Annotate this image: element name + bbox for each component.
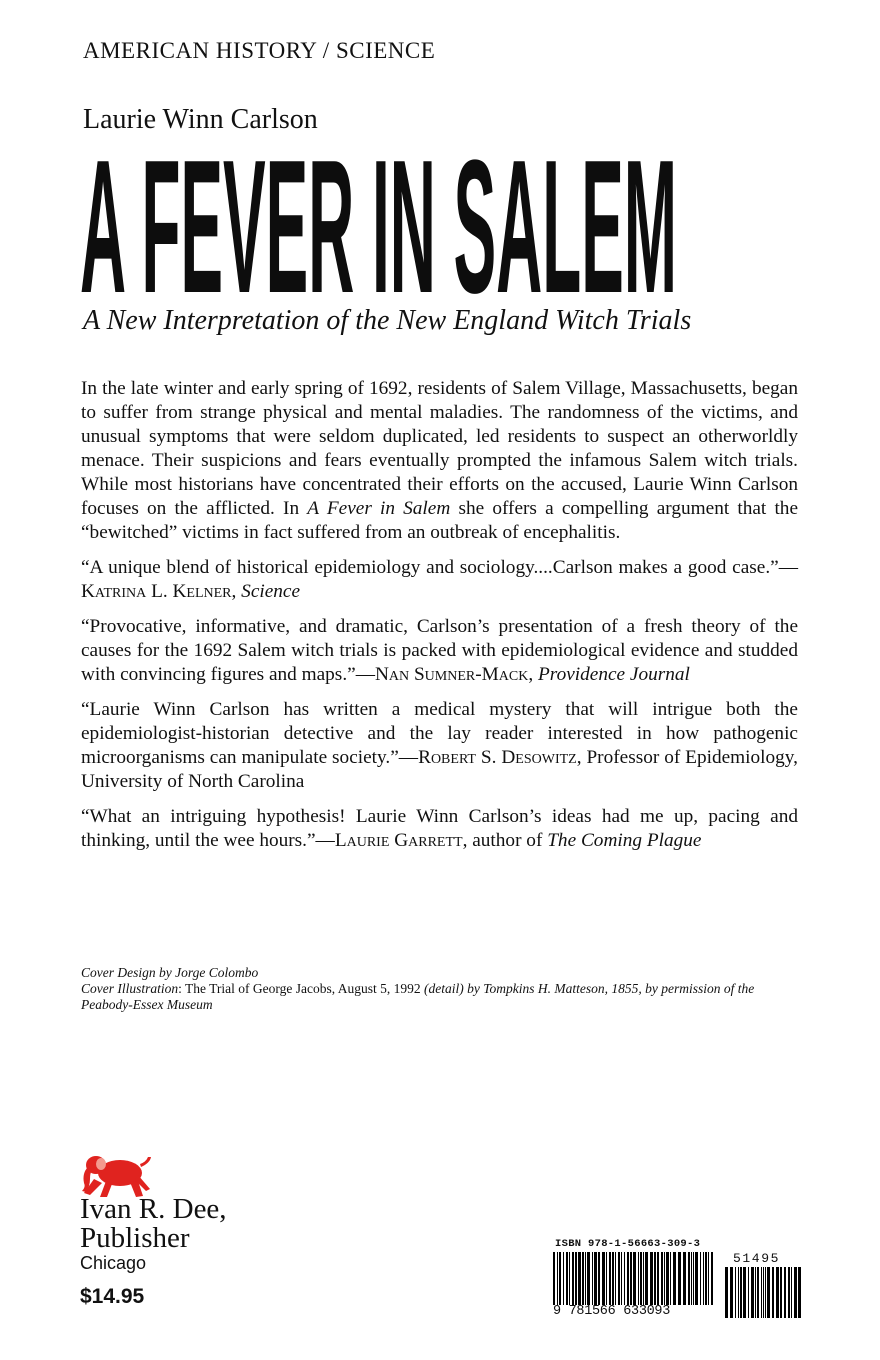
barcode-bar xyxy=(740,1267,742,1318)
review-3 xyxy=(81,698,798,794)
barcode xyxy=(553,1252,803,1318)
barcode-bar xyxy=(772,1267,774,1318)
barcode-bar xyxy=(776,1267,779,1318)
review-quote: “A unique blend of historical epidemiology and sociology....Carlson makes a good case.”— xyxy=(81,557,798,578)
review-sep: , xyxy=(528,664,538,685)
credit-work-title: The Trial of George Jacobs, August 5, 1992 xyxy=(185,981,425,996)
title-text: A FEVER IN SALEM xyxy=(80,150,677,300)
barcode-bar xyxy=(798,1267,801,1318)
credit-label: Cover Illustration xyxy=(81,981,179,996)
barcode-bar xyxy=(730,1267,733,1318)
isbn-label: ISBN 978-1-56663-309-3 xyxy=(555,1238,701,1250)
review-quote: “Provocative, informative, and dramatic, Carlson’s presentation of a fresh theory of the causes for the 1692 Salem witch trials is packed with epidemiological evidence and studded with convincing figures and maps.”— xyxy=(81,616,798,685)
barcode-bar xyxy=(791,1267,792,1318)
credit-detail: (detail) by Tompkins H. Matteson, 1855, by permission of the Peabody-Essex Museum xyxy=(81,981,755,1012)
review-sep: , author of xyxy=(462,830,548,851)
review-4 xyxy=(81,805,798,853)
description-text-end: she offers a compelling argument that the “bewitched” victims in fact suffered from an outbreak of encephalitis. xyxy=(81,498,798,543)
review-source: Science xyxy=(241,581,301,602)
reviewer-name: Nan Sumner-Mack xyxy=(374,664,529,685)
review-2 xyxy=(81,615,798,687)
barcode-bar xyxy=(738,1267,739,1318)
reviewer-name: Katrina L. Kelner xyxy=(81,581,232,602)
cover-design-credit: Cover Design by Jorge Colombo xyxy=(81,965,259,980)
review-quote: “What an intriguing hypothesis! Laurie Winn Carlson’s ideas had me up, pacing and thinking, until the wee hours.”— xyxy=(81,806,798,851)
barcode-bar xyxy=(780,1267,782,1318)
publisher-city: Chicago xyxy=(80,1253,147,1273)
description xyxy=(81,377,798,545)
description-text: In the late winter and early spring of 1692, residents of Salem Village, Massachusetts, began to suffer from strange physical and mental maladies. The randomness of the victims, and unusual symptoms that were seldom duplicated, led residents to suspect an otherworldly menace. Their suspicions and fears eventually prompted the infamous Salem witch trials. While most historians have concentrated their efforts on the accused, Laurie Winn Carlson focuses on the afflicted. In xyxy=(81,378,798,519)
barcode-bar xyxy=(748,1267,749,1318)
barcode-bar xyxy=(755,1267,756,1318)
book-title xyxy=(80,150,680,300)
addon-digits: 51495 xyxy=(733,1251,781,1266)
barcode-bar xyxy=(757,1267,759,1318)
barcode-digits: 9 781566 633093 xyxy=(553,1305,716,1318)
barcode-bar xyxy=(784,1267,786,1318)
subtitle: A New Interpretation of the New England Witch Trials xyxy=(83,305,692,336)
description-book-title: A Fever in Salem xyxy=(307,498,451,519)
review-sep: , xyxy=(231,581,242,602)
review-source: The Coming Plague xyxy=(547,830,702,851)
barcode-bar xyxy=(765,1267,766,1318)
reviewer-name: Robert S. Desowitz xyxy=(418,747,577,768)
barcode-bar xyxy=(788,1267,790,1318)
barcode-bar xyxy=(725,1267,728,1318)
review-quote: “Laurie Winn Carlson has written a medical mystery that will intrigue both the epidemiologist-historian detective and the lay reader interested in how pathogenic microorganisms can manipulate society.”— xyxy=(81,699,798,768)
cover-illustration-credit xyxy=(81,981,798,1013)
addon-barcode xyxy=(725,1252,803,1318)
review-source: Providence Journal xyxy=(538,664,690,685)
publisher-line-2: Publisher xyxy=(80,1222,190,1254)
price: $14.95 xyxy=(80,1285,145,1308)
barcode-bar xyxy=(761,1267,762,1318)
review-sep: , Professor of Epidemiology, University of North Carolina xyxy=(81,747,798,792)
reviewer-name: Laurie Garrett xyxy=(334,830,463,851)
cover-credits xyxy=(81,965,798,1013)
category-label: AMERICAN HISTORY / SCIENCE xyxy=(83,38,436,63)
barcode-bar xyxy=(763,1267,764,1318)
barcode-bar xyxy=(743,1267,746,1318)
addon-bars xyxy=(725,1267,803,1318)
back-cover-copy xyxy=(81,377,798,864)
credit-colon: : xyxy=(178,981,186,996)
publisher-name xyxy=(80,1195,227,1253)
title-graphic xyxy=(80,150,680,300)
elephant-shape xyxy=(82,1156,151,1197)
barcode-bar xyxy=(794,1267,797,1318)
author-name: Laurie Winn Carlson xyxy=(83,104,318,135)
barcode-bar xyxy=(751,1267,754,1318)
barcode-bar xyxy=(735,1267,736,1318)
barcode-bar xyxy=(767,1267,770,1318)
publisher-line-1: Ivan R. Dee, xyxy=(80,1193,227,1225)
review-1 xyxy=(81,556,798,604)
